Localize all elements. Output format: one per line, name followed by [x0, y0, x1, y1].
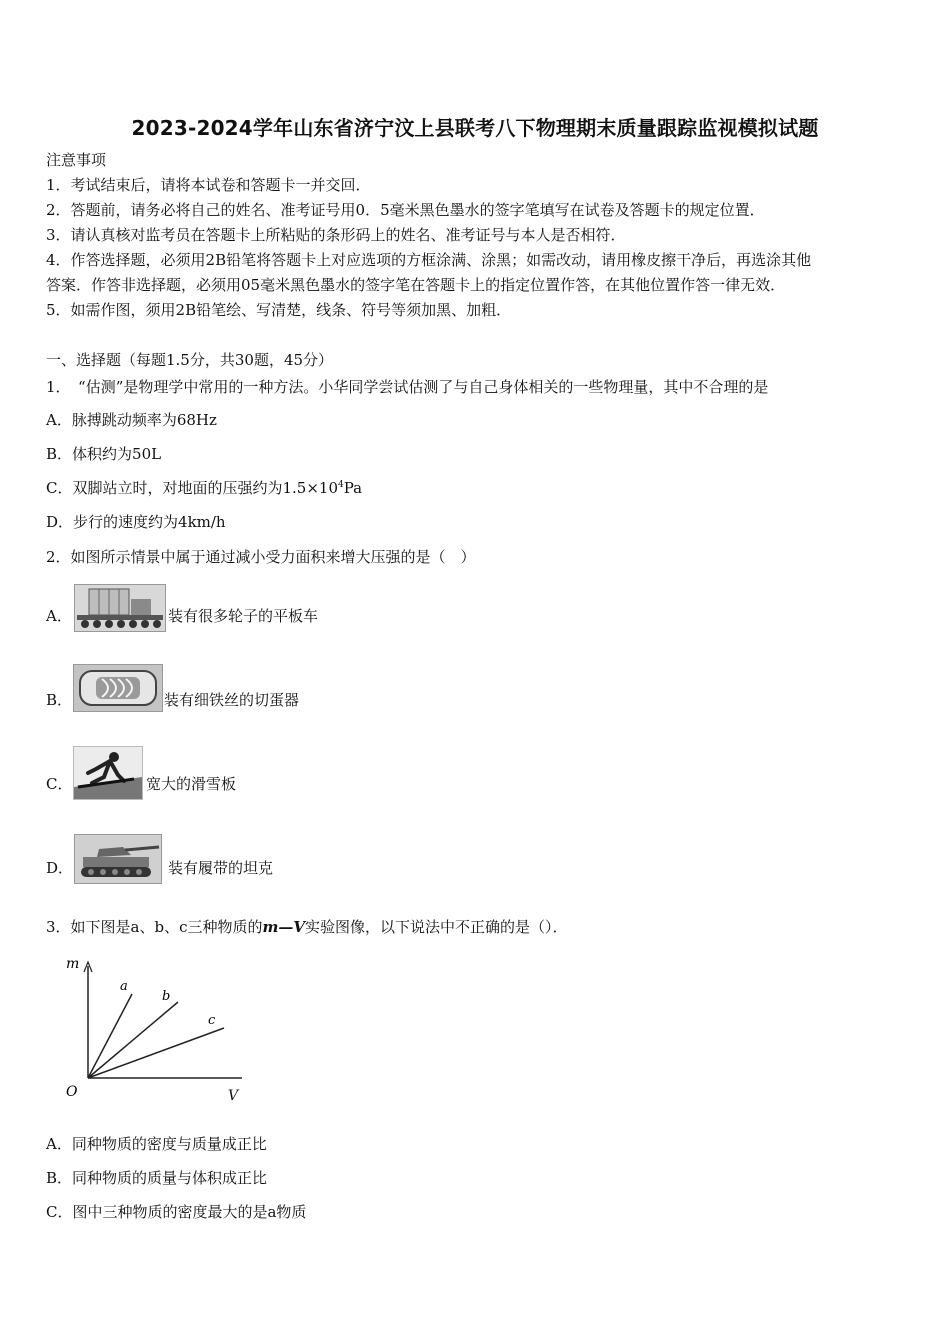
tank-photo-icon: [74, 834, 162, 884]
question-3-option-b: B．同种物质的质量与体积成正比: [46, 1169, 268, 1187]
question-2-option-d-text: 装有履带的坦克: [168, 859, 274, 877]
line-c-label: c: [208, 1013, 216, 1028]
line-a-label: a: [120, 979, 128, 994]
skier-photo-icon: [73, 746, 143, 800]
question-3-option-c: C．图中三种物质的密度最大的是a物质: [46, 1203, 307, 1221]
egg-slicer-photo-icon: [73, 664, 163, 712]
option-c-text: C．双脚站立时，对地面的压强约为1.5×10: [46, 479, 338, 497]
m-v-graph: [62, 952, 242, 1102]
notice-item: 2．答题前，请务必将自己的姓名、准考证号用0．5毫米黑色墨水的签字笔填写在试卷及答题卡的规定位置．: [46, 201, 765, 219]
notice-item: 答案．作答非选择题，必须用05毫米黑色墨水的签字笔在答题卡上的指定位置作答，在其他位置作答一律无效．: [46, 276, 786, 294]
question-2-option-a-text: 装有很多轮子的平板车: [168, 607, 319, 625]
question-2-option-d-letter: D．: [46, 859, 74, 877]
question-1-option-b: B．体积约为50L: [46, 445, 162, 463]
question-2-option-b-letter: B．: [46, 691, 73, 709]
line-b-label: b: [162, 989, 171, 1004]
question-1-option-d: D．步行的速度约为4km/h: [46, 513, 226, 531]
notice-item: 1．考试结束后，请将本试卷和答题卡一并交回．: [46, 176, 371, 194]
question-2-option-b-text: 装有细铁丝的切蛋器: [164, 691, 300, 709]
stem-text: 3．如下图是a、b、c三种物质的: [46, 918, 263, 936]
unit: Pa: [343, 479, 363, 497]
question-1-option-a: A．脉搏跳动频率为68Hz: [46, 411, 217, 429]
section-heading: 一、选择题（每题1.5分，共30题，45分）: [46, 351, 334, 369]
x-axis-label: V: [228, 1088, 239, 1104]
question-2-option-a-letter: A．: [46, 607, 72, 625]
line-b: [88, 1002, 178, 1078]
notice-item: 3．请认真核对监考员在答题卡上所粘贴的条形码上的姓名、准考证号与本人是否相符．: [46, 226, 626, 244]
line-a: [88, 994, 132, 1078]
notice-item: 4．作答选择题，必须用2B铅笔将答题卡上对应选项的方框涂满、涂黑；如需改动，请用橡皮擦干净后，再选涂其他: [46, 251, 812, 269]
exponent: 4: [338, 480, 344, 490]
question-2-stem: 2．如图所示情景中属于通过减小受力面积来增大压强的是（ ）: [46, 548, 476, 566]
question-1-stem: 1． “估测”是物理学中常用的一种方法。小华同学尝试估测了与自己身体相关的一些物理量，其中不合理的是: [46, 378, 769, 396]
page-title: 2023-2024学年山东省济宁汶上县联考八下物理期末质量跟踪监视模拟试题: [131, 116, 819, 140]
notice-heading: 注意事项: [46, 151, 107, 169]
stem-text: 实验图像，以下说法中不正确的是（）．: [305, 918, 568, 936]
notice-item: 5．如需作图，须用2B铅笔绘、写清楚，线条、符号等须加黑、加粗．: [46, 301, 512, 319]
truck-photo-icon: [74, 584, 166, 632]
question-3-stem: [46, 917, 568, 937]
stem-variable: m—V: [262, 918, 306, 936]
line-c: [88, 1028, 224, 1078]
origin-label: O: [66, 1084, 78, 1100]
question-2-option-c-letter: C．: [46, 775, 73, 793]
y-axis-label: m: [66, 956, 80, 972]
question-1-option-c: [46, 478, 362, 498]
question-3-option-a: A．同种物质的密度与质量成正比: [46, 1135, 267, 1153]
question-2-option-c-text: 宽大的滑雪板: [146, 775, 237, 793]
